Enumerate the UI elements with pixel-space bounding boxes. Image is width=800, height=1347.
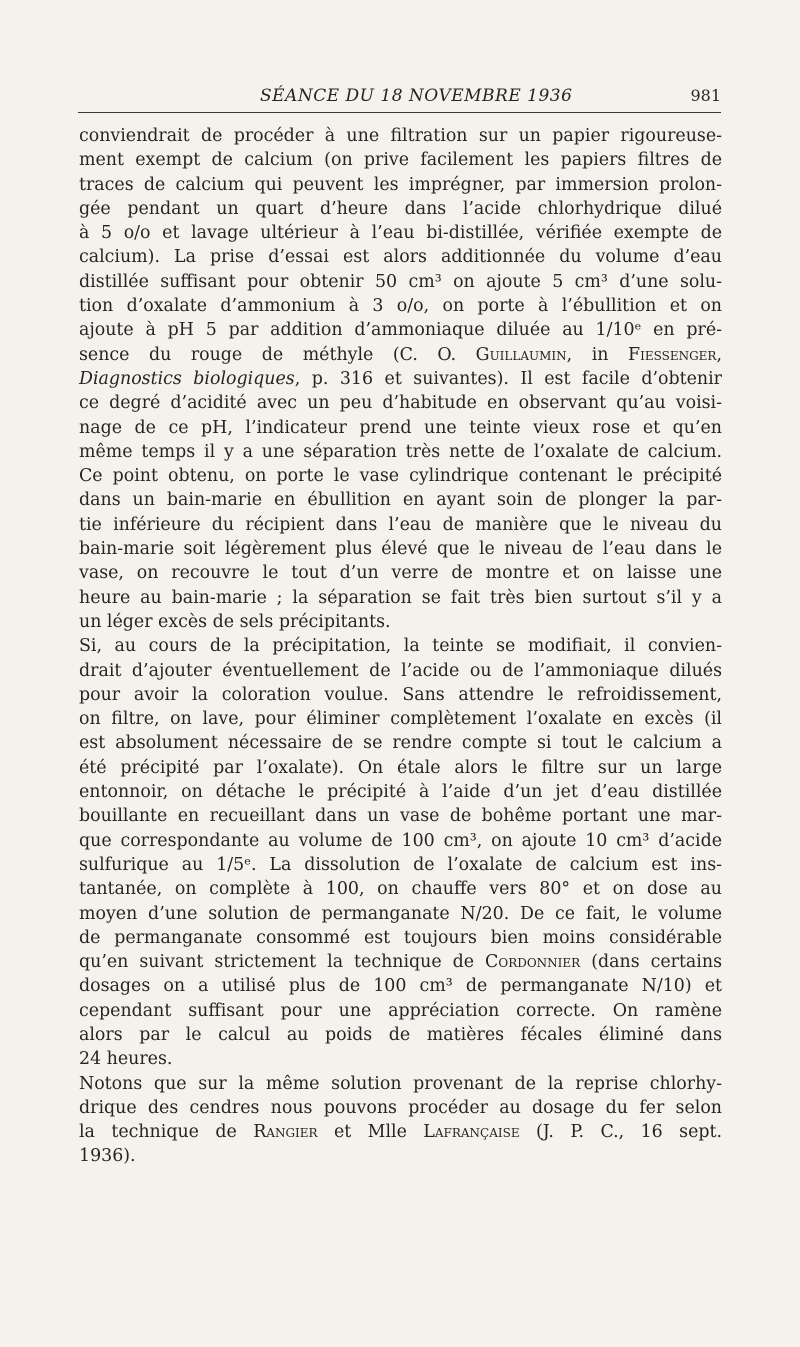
text-segment: ce degré d’acidité avec un peu d’habitude en observant qu’au voisi-: [79, 393, 722, 414]
text-segment: à 5 o/o et lavage ultérieur à l’eau bi-distillée, vérifiée exempte de: [79, 223, 722, 244]
text-segment: Si, au cours de la précipitation, la teinte se modifiait, il convien-: [79, 636, 722, 657]
text-line: [79, 756, 722, 780]
text-segment: été précipité par l’oxalate). On étale alors le filtre sur un large: [79, 757, 722, 778]
text-line: [79, 440, 722, 464]
text-segment: 24 heures.: [79, 1049, 173, 1070]
text-segment: un léger excès de sels précipitants.: [79, 611, 391, 632]
text-segment: nage de ce pH, l’indicateur prend une teinte vieux rose et qu’en: [79, 417, 722, 438]
text-line: [79, 586, 722, 610]
text-segment: Notons que sur la même solution provenant de la reprise chlorhy-: [79, 1073, 722, 1094]
text-line: [79, 488, 722, 512]
paragraph: [79, 1072, 722, 1169]
text-segment: , in: [566, 344, 629, 365]
running-title: SÉANCE DU 18 NOVEMBRE 1936: [260, 86, 573, 106]
text-segment: distillée suffisant pour obtenir 50 cm³ on ajoute 5 cm³ d’une solu-: [79, 271, 722, 292]
text-line: [79, 1144, 722, 1168]
text-segment: ment exempt de calcium (on prive facilement les papiers filtres de: [79, 150, 722, 171]
italic-title: Diagnostics biologiques: [79, 368, 295, 389]
text-segment: dans un bain-marie en ébullition en ayant soin de plonger la par-: [79, 490, 722, 511]
author-name: Cordonnier: [485, 952, 581, 973]
text-line: [79, 877, 722, 901]
text-segment: alors par le calcul au poids de matières fécales éliminé dans: [79, 1024, 722, 1045]
text-line: [79, 391, 722, 415]
text-line: [79, 926, 722, 950]
running-head: [80, 86, 721, 110]
text-line: [79, 659, 722, 683]
text-segment: 1936).: [79, 1146, 136, 1167]
text-line: [79, 1120, 722, 1144]
text-line: [79, 731, 722, 755]
text-segment: sence du rouge de méthyle (C. O.: [79, 344, 476, 365]
text-line: [79, 634, 722, 658]
paragraph: [79, 124, 722, 634]
text-line: [79, 902, 722, 926]
text-line: [79, 124, 722, 148]
text-segment: que correspondante au volume de 100 cm³, on ajoute 10 cm³ d’acide: [79, 830, 722, 851]
text-segment: sulfurique au 1/5ᵉ. La dissolution de l’oxalate de calcium est ins-: [79, 854, 722, 875]
text-line: [79, 197, 722, 221]
text-line: [79, 780, 722, 804]
text-segment: de permanganate consommé est toujours bien moins considérable: [79, 927, 722, 948]
text-segment: cependant suffisant pour une appréciation correcte. On ramène: [79, 1000, 722, 1021]
text-segment: tion d’oxalate d’ammonium à 3 o/o, on porte à l’ébullition et on: [79, 296, 722, 317]
text-segment: drique des cendres nous pouvons procéder au dosage du fer selon: [79, 1097, 722, 1118]
text-line: [79, 707, 722, 731]
author-name: Guillaumin: [475, 344, 567, 365]
paragraph: [79, 634, 722, 1071]
author-name: Fiessenger: [628, 344, 717, 365]
text-segment: tantanée, on complète à 100, on chauffe vers 80° et on dose au: [79, 879, 722, 900]
text-segment: drait d’ajouter éventuellement de l’acide ou de l’ammoniaque dilués: [79, 660, 722, 681]
text-segment: conviendrait de procéder à une filtration sur un papier rigoureuse-: [79, 126, 722, 146]
text-segment: pour avoir la coloration voulue. Sans attendre le refroidissement,: [79, 684, 722, 705]
text-line: [79, 683, 722, 707]
text-line: [79, 294, 722, 318]
text-segment: vase, on recouvre le tout d’un verre de montre et on laisse une: [79, 563, 722, 584]
text-line: [79, 561, 722, 585]
text-line: [79, 804, 722, 828]
text-line: [79, 610, 722, 634]
text-line: [79, 1047, 722, 1071]
text-segment: dosages on a utilisé plus de 100 cm³ de permanganate N/10) et: [79, 976, 722, 997]
text-line: [79, 829, 722, 853]
text-segment: gée pendant un quart d’heure dans l’acide chlorhydrique dilué: [79, 198, 722, 219]
text-segment: bain-marie soit légèrement plus élevé que le niveau de l’eau dans le: [79, 539, 722, 560]
text-segment: , p. 316 et suivantes). Il est facile d’obtenir: [294, 368, 722, 389]
text-segment: tie inférieure du récipient dans l’eau de manière que le niveau du: [79, 514, 722, 535]
text-line: [79, 367, 722, 391]
text-segment: heure au bain-marie ; la séparation se fait très bien surtout s’il y a: [79, 587, 722, 608]
text-segment: Ce point obtenu, on porte le vase cylindrique contenant le précipité: [79, 466, 722, 487]
text-line: [79, 1072, 722, 1096]
text-segment: et Mlle: [317, 1122, 424, 1143]
text-segment: entonnoir, on détache le précipité à l’aide d’un jet d’eau distillée: [79, 782, 722, 803]
body-text: [79, 124, 722, 1169]
text-segment: ajoute à pH 5 par addition d’ammoniaque diluée au 1/10ᵉ en pré-: [79, 320, 722, 341]
page-number: 981: [690, 86, 721, 105]
text-line: [79, 537, 722, 561]
text-line: [79, 1096, 722, 1120]
text-line: [79, 343, 722, 367]
text-segment: est absolument nécessaire de se rendre compte si tout le calcium a: [79, 733, 722, 754]
text-segment: (dans certains: [580, 952, 722, 973]
text-segment: même temps il y a une séparation très nette de l’oxalate de calcium.: [79, 441, 722, 462]
text-line: [79, 999, 722, 1023]
text-segment: (J. P. C., 16 sept.: [519, 1122, 723, 1143]
text-line: [79, 270, 722, 294]
text-segment: qu’en suivant strictement la technique de: [79, 952, 486, 973]
text-segment: bouillante en recueillant dans un vase de bohême portant une mar-: [79, 806, 722, 827]
text-segment: traces de calcium qui peuvent les imprégner, par immersion prolon-: [79, 174, 722, 195]
text-segment: calcium). La prise d’essai est alors additionnée du volume d’eau: [79, 247, 722, 268]
text-line: [79, 416, 722, 440]
text-segment: on filtre, on lave, pour éliminer complètement l’oxalate en excès (il: [79, 709, 722, 730]
text-line: [79, 513, 722, 537]
text-segment: moyen d’une solution de permanganate N/20. De ce fait, le volume: [79, 903, 722, 924]
text-line: [79, 853, 722, 877]
author-name: Lafrançaise: [423, 1122, 520, 1143]
text-line: [79, 245, 722, 269]
text-line: [79, 148, 722, 172]
text-line: [79, 1023, 722, 1047]
header-rule: [78, 112, 721, 113]
text-line: [79, 173, 722, 197]
text-segment: la technique de: [79, 1122, 254, 1143]
text-line: [79, 464, 722, 488]
text-segment: ,: [716, 344, 722, 365]
text-line: [79, 221, 722, 245]
text-line: [79, 950, 722, 974]
text-line: [79, 318, 722, 342]
author-name: Rangier: [253, 1122, 318, 1143]
text-line: [79, 974, 722, 998]
